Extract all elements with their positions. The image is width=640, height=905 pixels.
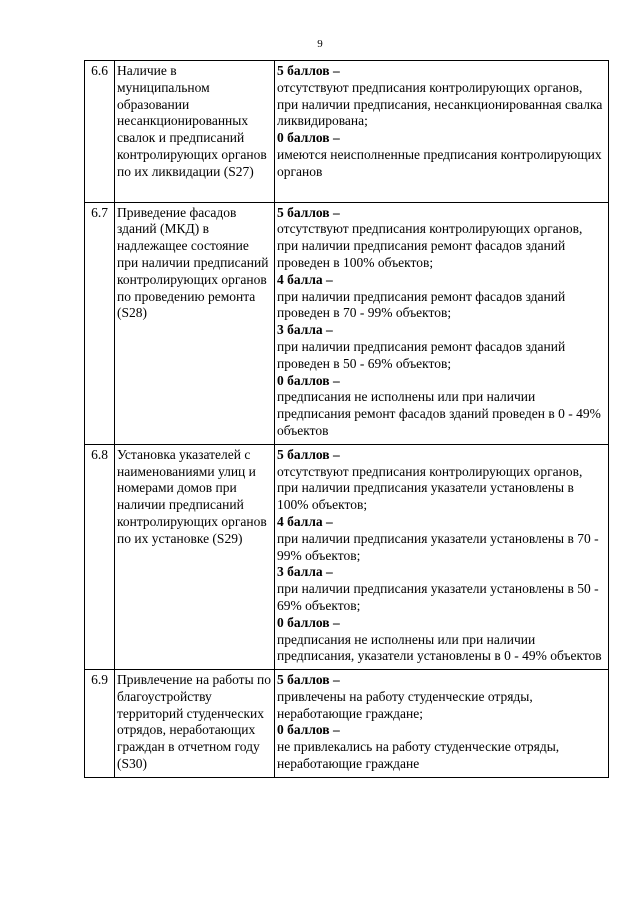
score-text: имеются неисполненные предписания контролирующих органов <box>277 146 602 179</box>
score-label: 5 баллов – <box>277 204 340 220</box>
score-text: при наличии предписания указатели установлены в 70 - 99% объектов; <box>277 530 599 563</box>
score-label: 0 баллов – <box>277 614 340 630</box>
score-label: 0 баллов – <box>277 372 340 388</box>
scoring-description <box>275 670 609 778</box>
score-label: 5 баллов – <box>277 63 340 78</box>
table-row <box>85 444 609 669</box>
score-text: при наличии предписания указатели установлены в 50 - 69% объектов; <box>277 581 599 613</box>
table-row <box>85 670 609 778</box>
criteria-table <box>84 60 609 778</box>
score-text: при наличии предписания ремонт фасадов зданий проведен в 70 - 99% объектов; <box>277 288 566 321</box>
row-number: 6.8 <box>85 444 115 669</box>
scoring-description <box>275 202 609 444</box>
score-label: 3 балла – <box>277 564 333 580</box>
score-text: отсутствуют предписания контролирующих органов, при наличии предписания, несанкционированная свалка ликвидирована; <box>277 79 603 129</box>
score-text: предписания не исполнены или при наличии предписания ремонт фасадов зданий проведен в 0 - 49% объектов <box>277 389 601 438</box>
score-text: отсутствуют предписания контролирующих органов, при наличии предписания ремонт фасадов зданий проведен в 100% объектов; <box>277 221 583 270</box>
scoring-description <box>275 444 609 669</box>
score-text: привлечены на работу студенческие отряды, неработающие граждане; <box>277 688 533 721</box>
criterion-name: Установка указателей с наименованиями улиц и номерами домов при наличии предписаний контролирующих органов по их установке (S29) <box>115 444 275 669</box>
score-text: при наличии предписания ремонт фасадов зданий проведен в 50 - 69% объектов; <box>277 338 566 371</box>
criterion-name: Приведение фасадов зданий (МКД) в надлежащее состояние при наличии предписаний контролирующих органов по проведению ремонта (S28) <box>115 202 275 444</box>
score-label: 5 баллов – <box>277 672 340 688</box>
score-label: 5 баллов – <box>277 446 340 462</box>
table-row <box>85 61 609 203</box>
page-number: 9 <box>317 38 323 50</box>
scoring-description <box>275 61 609 203</box>
score-text: не привлекались на работу студенческие отряды, неработающие граждане <box>277 739 560 772</box>
score-text: отсутствуют предписания контролирующих органов, при наличии предписания указатели установлены в 100% объектов; <box>277 463 583 513</box>
score-label: 0 баллов – <box>277 722 340 738</box>
row-number: 6.6 <box>85 61 115 203</box>
row-number: 6.7 <box>85 202 115 444</box>
criterion-name: Привлечение на работы по благоустройству территорий студенческих отрядов, неработающих граждан в отчетном году (S30) <box>115 670 275 778</box>
score-text: предписания не исполнены или при наличии предписания, указатели установлены в 0 - 49% объектов <box>277 631 602 664</box>
score-label: 4 балла – <box>277 513 333 529</box>
score-label: 3 балла – <box>277 322 333 338</box>
score-label: 0 баллов – <box>277 130 340 146</box>
row-number: 6.9 <box>85 670 115 778</box>
table-row <box>85 202 609 444</box>
criterion-name: Наличие в муниципальном образовании несанкционированных свалок и предписаний контролирующих органов по их ликвидации (S27) <box>115 61 275 203</box>
score-label: 4 балла – <box>277 271 333 287</box>
